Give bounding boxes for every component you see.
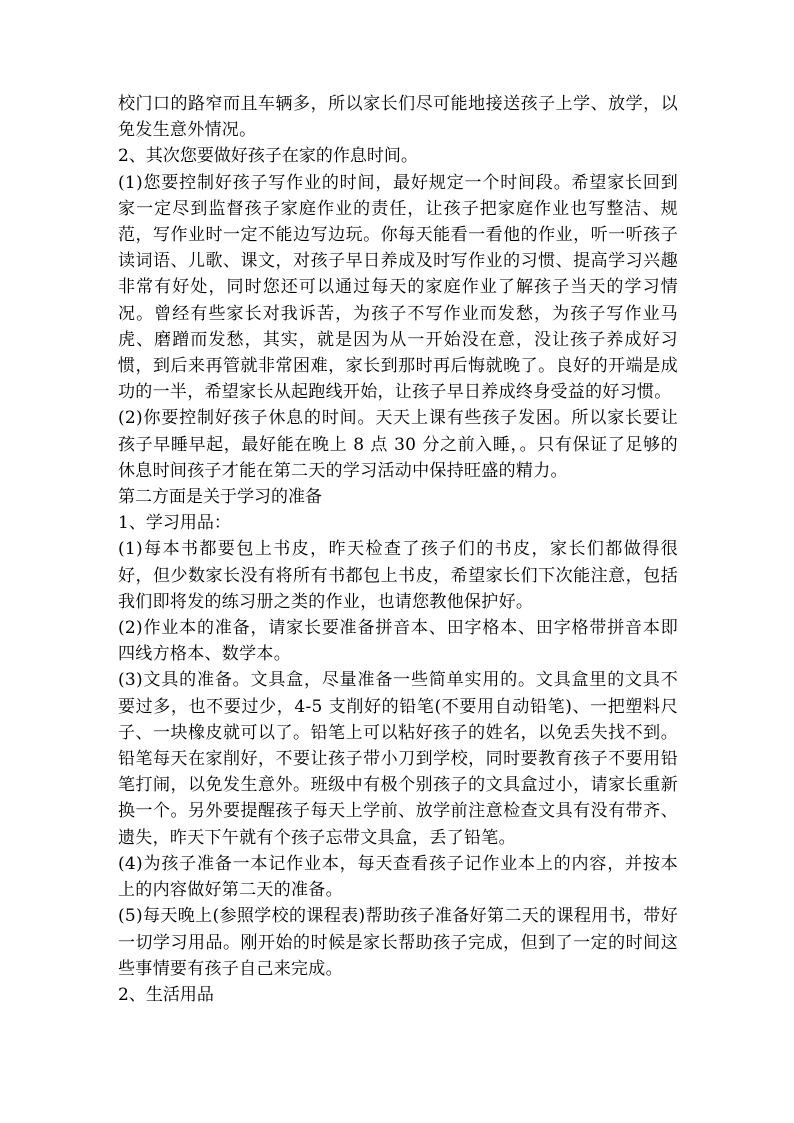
paragraph-homework-notebook: (4)为孩子准备一本记作业本，每天查看孩子记作业本上的内容，并按本上的内容做好第二天的准备。 [118, 853, 678, 901]
subheading-study-supplies: 1、学习用品： [118, 513, 231, 534]
subheading-daily-necessities: 2、生活用品 [118, 984, 214, 1005]
paragraph-exercise-books: (2)作业本的准备，请家长要准备拼音本、田字格本、田字格带拼音本即四线方格本、数学本。 [118, 618, 678, 665]
paragraph-daily-preparation: (5)每天晚上(参照学校的课程表)帮助孩子准备好第二天的课程用书，带好一切学习用品。刚开始的时候是家长帮助孩子完成，但到了一定的时间这些事情要有孩子自己来完成。 [118, 906, 678, 979]
paragraph-rest-time: (2)你要控制好孩子休息的时间。天天上课有些孩子发困。所以家长要让孩子早睡早起，最好能在晚上 8 点 30 分之前入睡，。只有保证了足够的休息时间孩子才能在第二天的学习活动中保持旺盛的精力。 [118, 408, 678, 481]
paragraph-stationery: (3)文具的准备。文具盒，尽量准备一些简单实用的。文具盒里的文具不要过多，也不要过少，4-5 支削好的铅笔(不要用自动铅笔)、一把塑料尺子、一块橡皮就可以了。铅笔上可以粘好孩子的姓名，以免丢失找不到。铅笔每天在家削好，不要让孩子带小刀到学校，同时要教育孩子不要用铅笔打闹，以免发生意外。班级中有极个别孩子的文具盒过小，请家长重新换一个。另外要提醒孩子每天上学前、放学前注意检查文具有没有带齐、遗失，昨天下午就有个孩子忘带文具盒，丢了铅笔。 [118, 670, 678, 848]
section-heading-schedule: 2、其次您要做好孩子在家的作息时间。 [118, 146, 418, 167]
section-heading-study-prep: 第二方面是关于学习的准备 [118, 487, 322, 508]
paragraph-homework-time: (1)您要控制好孩子写作业的时间，最好规定一个时间段。希望家长回到家一定尽到监督孩子家庭作业的责任，让孩子把家庭作业也写整洁、规范，写作业时一定不能边写边玩。你每天能看一看他的作业，听一听孩子读词语、儿歌、课文，对孩子早日养成及时写作业的习惯、提高学习兴趣非常有好处，同时您还可以通过每天的家庭作业了解孩子当天的学习情况。曾经有些家长对我诉苦，为孩子不写作业而发愁，为孩子写作业马虎、磨蹭而发愁，其实，就是因为从一开始没在意，没让孩子养成好习惯，到后来再管就非常困难，家长到那时再后悔就晚了。良好的开端是成功的一半，希望家长从起跑线开始，让孩子早日养成终身受益的好习惯。 [118, 172, 678, 403]
document-body [118, 91, 678, 1008]
paragraph-book-covers: (1)每本书都要包上书皮，昨天检查了孩子们的书皮，家长们都做得很好，但少数家长没有将所有书都包上书皮，希望家长们下次能注意，包括我们即将发的练习册之类的作业，也请您教他保护好。 [118, 539, 678, 612]
paragraph-school-gate: 校门口的路窄而且车辆多，所以家长们尽可能地接送孩子上学、放学，以免发生意外情况。 [118, 94, 678, 141]
